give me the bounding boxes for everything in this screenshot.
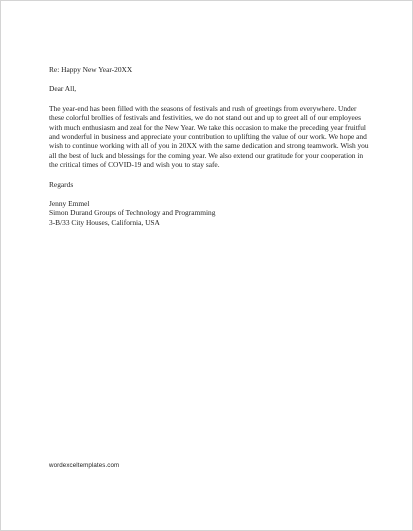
letter-subject: Re: Happy New Year-20XX (49, 65, 133, 74)
footer-website: wordexceltemplates.com (49, 462, 120, 469)
letter-content (49, 65, 371, 227)
signature-block (49, 199, 371, 227)
signature-name: Jenny Emmel (49, 199, 90, 209)
letter-body: The year-end has been filled with the seasons of festivals and rush of greetings from everywhere. Under these colorful brollies of festivals and festivities, we do not stand out and up to greet all of our employees with much enthusiasm and zeal for the New Year. We take this occasion to make the preceding year fruitful and wonderful in business and appreciate your contribution to uplifting the value of our work. We hope and wish to continue working with all of you in 20XX with the same dedication and strong teamwork. Wish you all the best of luck and blessings for the coming year. We also extend our gratitude for your cooperation in the critical times of COVID-19 and wish you to stay safe. (49, 103, 369, 170)
letter-salutation: Dear All, (49, 84, 77, 94)
signature-address: 3-B/33 City Houses, California, USA (49, 217, 160, 227)
letter-closing: Regards (49, 179, 74, 189)
signature-organization: Simon Durand Groups of Technology and Programming (49, 208, 216, 218)
